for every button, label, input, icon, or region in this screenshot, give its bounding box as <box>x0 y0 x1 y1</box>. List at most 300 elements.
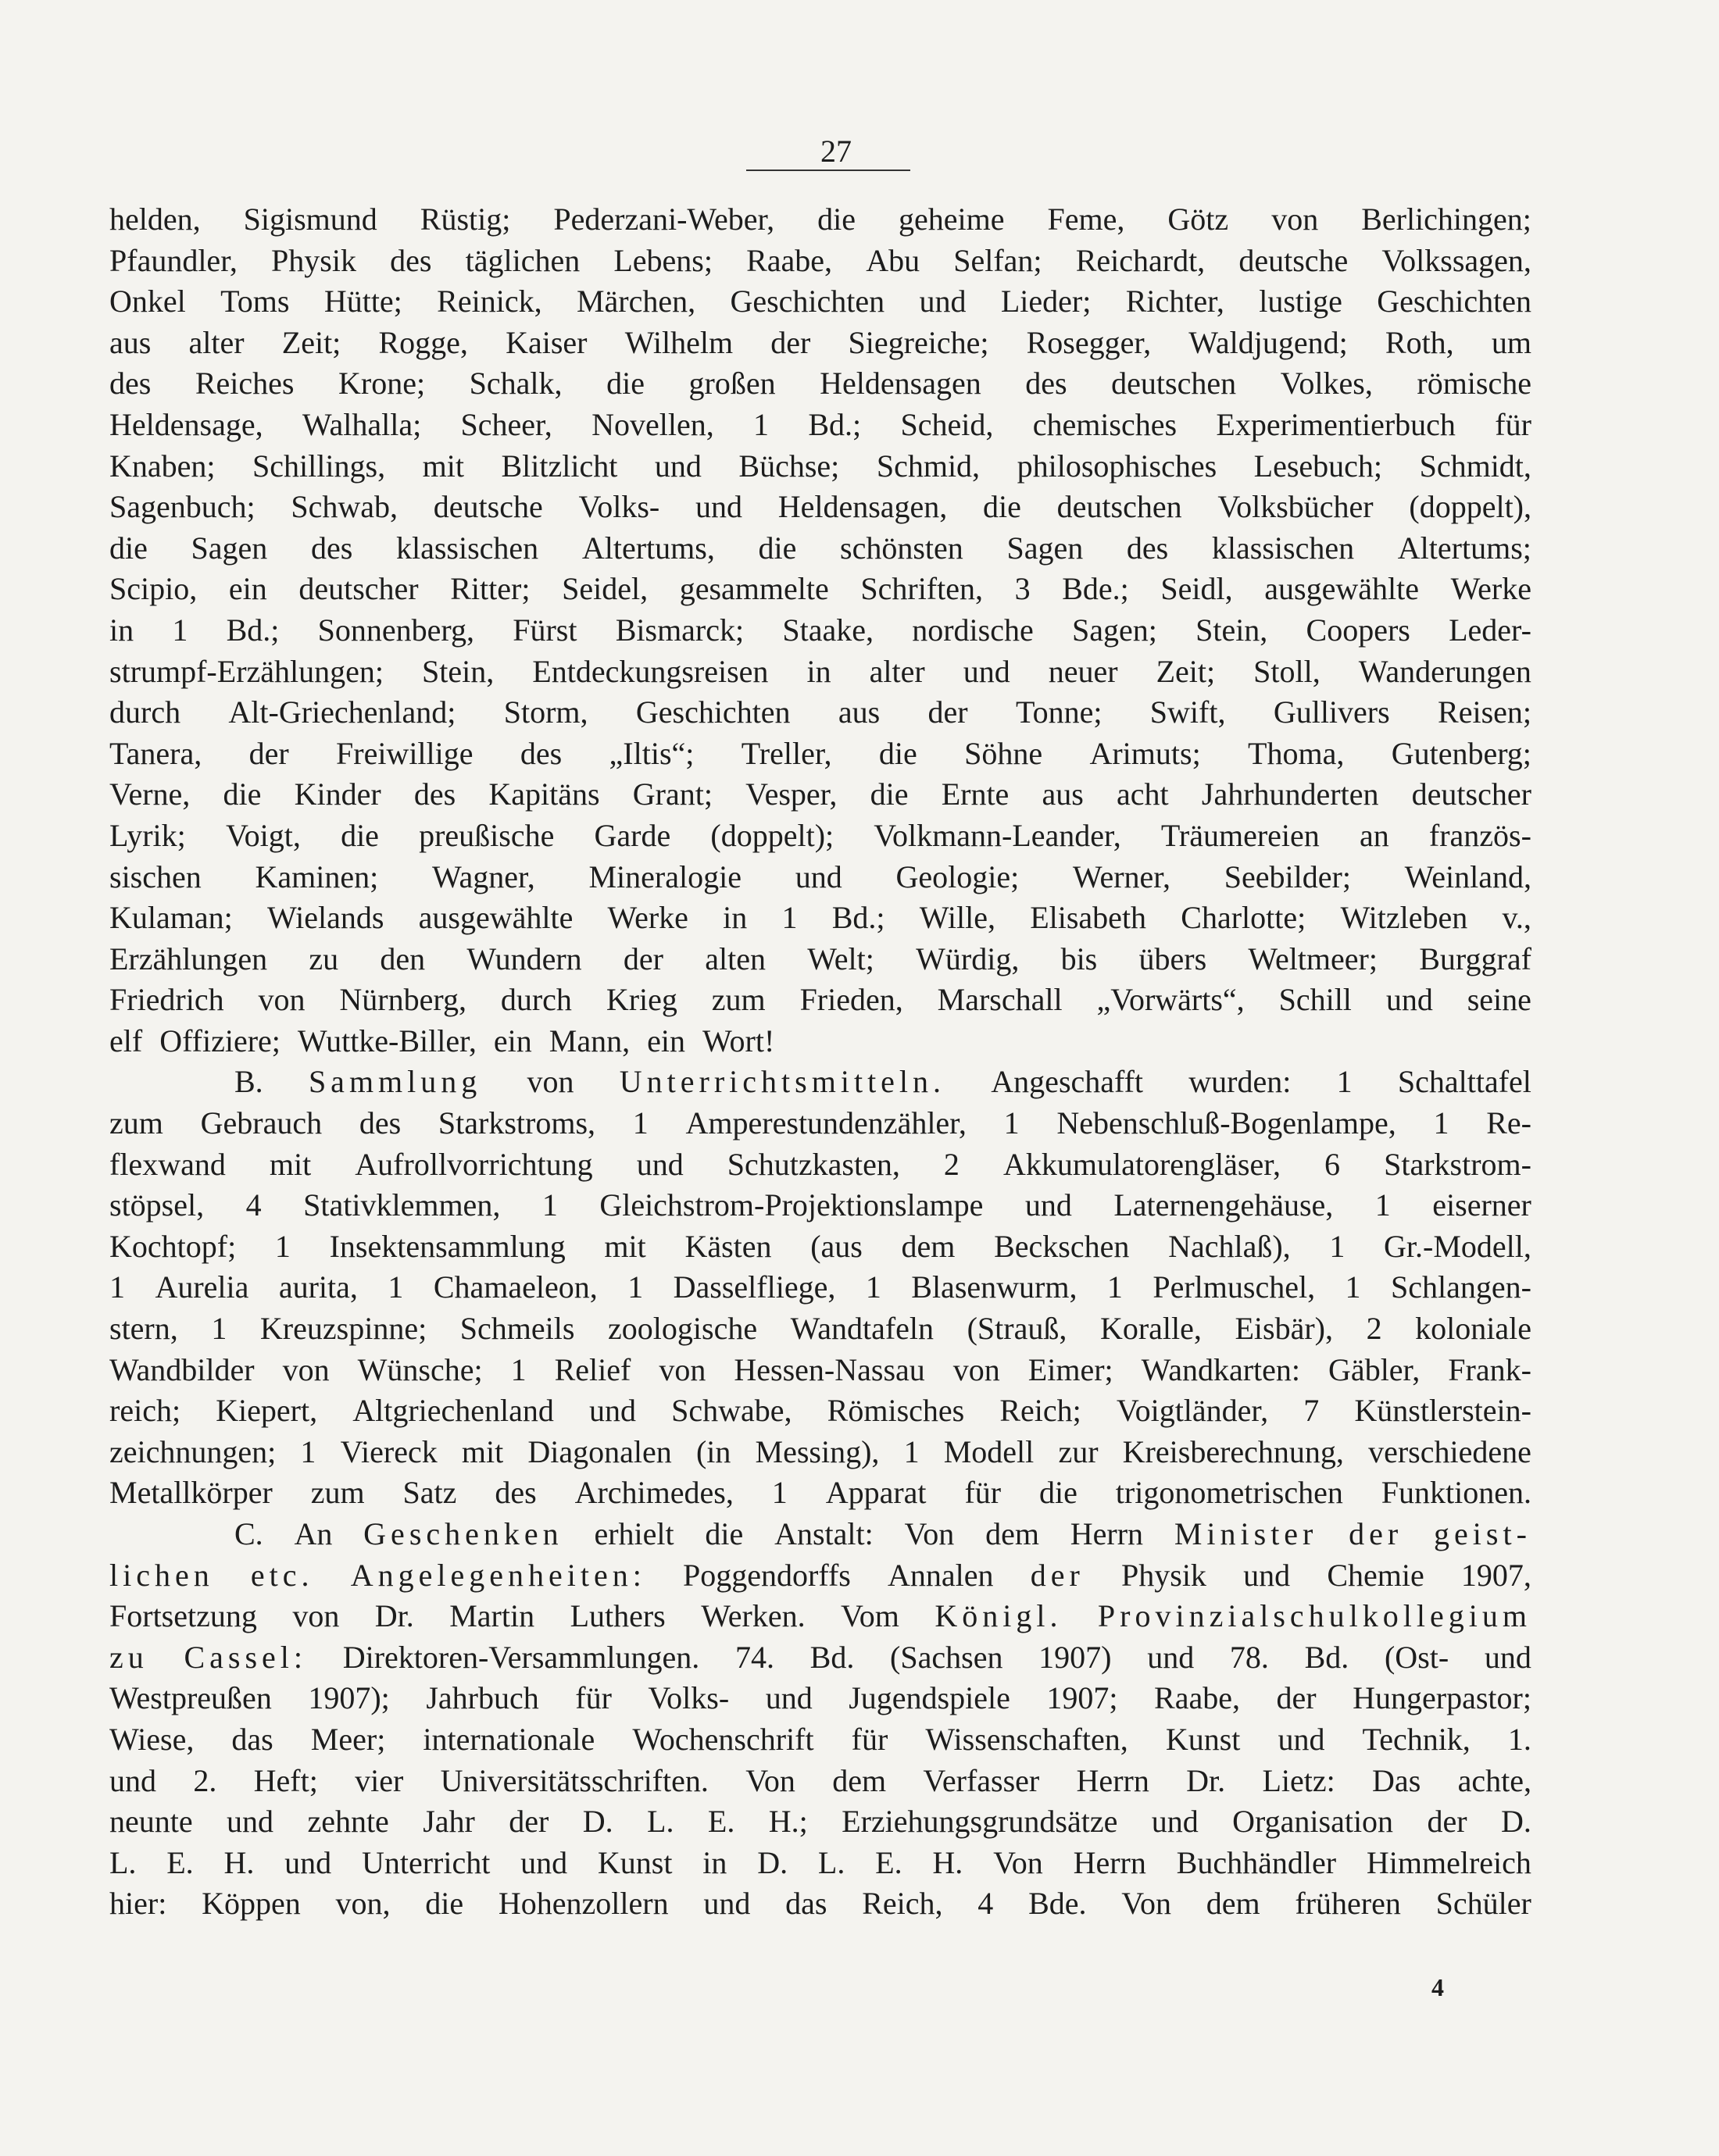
text-line <box>109 1883 1531 1925</box>
word: deutschen <box>1056 489 1182 525</box>
word: Sigismund <box>243 202 377 237</box>
word: Reinick, <box>437 284 542 319</box>
word: Toms <box>220 284 290 319</box>
word: mit <box>422 448 464 484</box>
word: Angelegenheiten: <box>350 1557 646 1593</box>
word: mit <box>461 1433 504 1469</box>
word: Roth, <box>1385 324 1454 360</box>
text-line <box>109 405 1531 446</box>
word: Götz <box>1167 202 1229 237</box>
word: die <box>223 776 262 812</box>
word: mit <box>604 1228 646 1264</box>
word: Re- <box>1486 1105 1531 1141</box>
word: Jahrhunderten <box>1201 776 1379 812</box>
word: Gäbler, <box>1328 1351 1421 1387</box>
word: Onkel <box>109 284 186 319</box>
word: Scheer, <box>460 406 552 442</box>
word: durch <box>500 982 572 1018</box>
text-line <box>109 1144 1531 1186</box>
word: „Vorwärts“, <box>1096 982 1245 1018</box>
word: D. <box>582 1804 613 1840</box>
word: zeichnungen; <box>109 1433 277 1469</box>
text-line <box>109 1719 1531 1761</box>
word: das <box>785 1886 827 1922</box>
word: (doppelt), <box>1409 489 1531 525</box>
word: Schwabe, <box>671 1393 792 1429</box>
text-line <box>109 1021 1531 1062</box>
word: Abu <box>866 242 920 278</box>
word: Wandkarten: <box>1141 1351 1301 1387</box>
word: ausgewählte <box>418 900 574 936</box>
page-number: 27 <box>820 134 852 169</box>
word: mit <box>269 1146 312 1182</box>
word: Starkstroms, <box>438 1105 596 1141</box>
word: Pederzani-Weber, <box>553 202 775 237</box>
word: zum <box>109 1105 163 1141</box>
word: und <box>1024 1187 1072 1223</box>
word: Erziehungsgrundsätze <box>842 1804 1118 1840</box>
word: Swift, <box>1149 694 1226 730</box>
word: Von <box>745 1762 795 1798</box>
word: Lietz: <box>1262 1762 1335 1798</box>
word: Technik, <box>1362 1721 1471 1757</box>
word: Frank- <box>1448 1351 1531 1387</box>
word: Berlichingen; <box>1361 202 1531 237</box>
body-text <box>109 199 1531 1925</box>
word: Von <box>1121 1886 1171 1922</box>
word: Wille, <box>919 900 995 936</box>
word: Geschichten <box>635 694 791 730</box>
word: Schmidt, <box>1419 448 1531 484</box>
word: für <box>1495 406 1531 442</box>
text-line <box>109 774 1531 816</box>
word: Satz <box>402 1475 457 1511</box>
word: Thoma, <box>1248 735 1345 771</box>
word: Bismarck; <box>615 612 745 648</box>
word: 1 <box>627 1269 644 1305</box>
word: Bd. <box>1304 1639 1349 1675</box>
word: Wundern <box>466 941 582 976</box>
word: dem <box>1206 1886 1260 1922</box>
word: und <box>109 1762 156 1798</box>
word: Eimer; <box>1027 1351 1113 1387</box>
word: 1 <box>300 1433 316 1469</box>
word: deutschen <box>1111 366 1237 402</box>
word: Mineralogie <box>588 858 742 894</box>
header-rule <box>746 170 910 171</box>
word: von, <box>335 1886 391 1922</box>
word: Organisation <box>1232 1804 1394 1840</box>
word: Wissenschaften, <box>925 1721 1128 1757</box>
word: Gutenberg; <box>1391 735 1531 771</box>
word: Garde <box>594 817 671 853</box>
word: Bde.; <box>1062 571 1129 607</box>
word: Chamaeleon, <box>433 1269 598 1305</box>
word: Voigt, <box>225 817 301 853</box>
word: Dr. <box>374 1598 414 1634</box>
text-line <box>109 898 1531 939</box>
word: Walhalla; <box>302 406 422 442</box>
word: und <box>636 1146 684 1182</box>
word: Bd.; <box>831 900 885 936</box>
word: Nürnberg, <box>339 982 466 1018</box>
text-line <box>109 1514 1531 1555</box>
word: Frieden, <box>799 982 903 1018</box>
word: 1 <box>1106 1269 1123 1305</box>
word: Kaminen; <box>255 858 379 894</box>
word: und <box>654 448 702 484</box>
word: Himmelreich <box>1366 1844 1531 1880</box>
text-line <box>109 857 1531 898</box>
word: Lebens; <box>613 242 713 278</box>
word: Lyrik; <box>109 817 186 853</box>
word: reich; <box>109 1393 181 1429</box>
word: Reiches <box>195 366 295 402</box>
word: von <box>292 1598 340 1634</box>
word: Hungerpastor; <box>1353 1680 1531 1716</box>
word: von <box>282 1351 330 1387</box>
word: 1 <box>1003 1105 1020 1141</box>
word: täglichen <box>465 242 581 278</box>
word: Bd.; <box>808 406 862 442</box>
word: schönsten <box>840 530 963 566</box>
word: Sagen <box>191 530 268 566</box>
word: zu <box>109 1639 148 1675</box>
word: Koralle, <box>1099 1311 1202 1347</box>
word: (Ost- <box>1384 1639 1449 1675</box>
word: für <box>851 1721 888 1757</box>
word: Zeit; <box>281 324 341 360</box>
word: Schutzkasten, <box>727 1146 900 1182</box>
word: hier: <box>109 1886 167 1922</box>
word: Relief <box>554 1351 631 1387</box>
word: die <box>341 817 379 853</box>
word: Wiese, <box>109 1721 195 1757</box>
text-line <box>109 1062 1531 1103</box>
word: 1 <box>510 1351 527 1387</box>
word: eiserner <box>1432 1187 1531 1223</box>
word: Wilhelm <box>624 324 734 360</box>
word: (Strauß, <box>967 1311 1067 1347</box>
word: Wagner, <box>431 858 535 894</box>
word: aus <box>109 324 152 360</box>
word: Staake, <box>782 612 874 648</box>
word: zu <box>309 941 339 976</box>
word: An <box>294 1516 333 1551</box>
word: durch <box>109 694 181 730</box>
word: 1 <box>632 1105 649 1141</box>
word: Schmid, <box>876 448 981 484</box>
word: Waldjugend; <box>1188 324 1348 360</box>
word: der <box>770 324 811 360</box>
word: Nachlaß), <box>1168 1228 1291 1264</box>
word: die <box>870 776 909 812</box>
word: früheren <box>1295 1886 1401 1922</box>
word: Rogge, <box>378 324 468 360</box>
word: und <box>795 858 842 894</box>
word: Grant; <box>632 776 713 812</box>
word: Raabe, <box>746 242 833 278</box>
word: und <box>1484 1639 1531 1675</box>
word: Jahr <box>423 1804 475 1840</box>
word: (aus <box>810 1228 863 1264</box>
word: Gullivers <box>1273 694 1390 730</box>
text-line <box>109 446 1531 487</box>
word: geheime <box>899 202 1005 237</box>
word: 1907, <box>1460 1557 1531 1593</box>
word: stöpsel, <box>109 1187 205 1223</box>
word: Jahrbuch <box>426 1680 539 1716</box>
word: der <box>1276 1680 1317 1716</box>
word: und <box>1151 1804 1199 1840</box>
word: Sagenbuch; <box>109 489 256 525</box>
word: die <box>758 530 797 566</box>
word: großen <box>688 366 776 402</box>
signature-mark: 4 <box>1431 1973 1444 2001</box>
word: trigonometrischen <box>1115 1475 1343 1511</box>
word: Elisabeth <box>1030 900 1147 936</box>
word: deutsche <box>1238 242 1349 278</box>
word: Herrn <box>1076 1762 1149 1798</box>
word: deutsche <box>433 489 543 525</box>
word: Krone; <box>338 366 426 402</box>
word: ein <box>493 1023 532 1058</box>
word: Seidel, <box>562 571 649 607</box>
word: Werner, <box>1072 858 1171 894</box>
word: Volksbücher <box>1217 489 1374 525</box>
word: Alt-Griechenland; <box>228 694 456 730</box>
text-line <box>109 281 1531 323</box>
word: in <box>109 612 134 648</box>
word: Weinland, <box>1404 858 1531 894</box>
word: C. <box>234 1516 263 1551</box>
word: E. <box>875 1844 902 1880</box>
word: die <box>109 530 148 566</box>
word: Gr.-Modell, <box>1384 1228 1531 1264</box>
word: 1 <box>211 1311 227 1347</box>
word: Von <box>904 1516 955 1551</box>
word: des <box>310 530 353 566</box>
word: Schmeils <box>459 1311 575 1347</box>
word: strumpf-Erzählungen; <box>109 653 384 689</box>
word: Physik <box>271 242 356 278</box>
word: Schalk, <box>469 366 563 402</box>
word: neunte <box>109 1804 193 1840</box>
word: und <box>963 653 1010 689</box>
word: 1 <box>771 1475 788 1511</box>
word: stern, <box>109 1311 178 1347</box>
text-line <box>109 528 1531 569</box>
word: zum <box>310 1475 365 1511</box>
word: Welt; <box>807 941 874 976</box>
text-line <box>109 1390 1531 1432</box>
word: 3 <box>1014 571 1031 607</box>
word: Herrn <box>1070 1516 1144 1551</box>
text-line <box>109 323 1531 364</box>
word: Unterricht <box>361 1844 491 1880</box>
word: Physik <box>1121 1557 1206 1593</box>
word: Apparat <box>825 1475 927 1511</box>
word: die <box>983 489 1021 525</box>
word: und <box>695 489 742 525</box>
word: Geschenken <box>363 1516 563 1551</box>
text-line <box>109 1350 1531 1391</box>
text-line <box>109 980 1531 1021</box>
text-line <box>109 1637 1531 1679</box>
text-line <box>109 651 1531 693</box>
word: Verne, <box>109 776 191 812</box>
text-line <box>109 569 1531 610</box>
word: die <box>878 735 917 771</box>
word: Schalttafel <box>1397 1064 1531 1100</box>
word: Römisches <box>827 1393 965 1429</box>
word: 1 <box>753 406 770 442</box>
word: Amperestundenzähler, <box>685 1105 967 1141</box>
text-line <box>109 1432 1531 1473</box>
word: 1 <box>172 612 188 648</box>
text-line <box>109 487 1531 528</box>
word: koloniale <box>1415 1311 1531 1347</box>
word: Reisen; <box>1438 694 1531 730</box>
word: Von <box>993 1844 1043 1880</box>
word: Märchen, <box>576 284 696 319</box>
word: Hohenzollern <box>498 1886 669 1922</box>
word: nordische <box>912 612 1034 648</box>
word: H. <box>223 1844 255 1880</box>
word: Storm, <box>503 694 588 730</box>
word: Perlmuschel, <box>1153 1269 1316 1305</box>
word: Martin <box>449 1598 535 1634</box>
word: (Sachsen <box>890 1639 1003 1675</box>
word: zehnte <box>307 1804 389 1840</box>
word: Reichardt, <box>1075 242 1206 278</box>
word: chemisches <box>1032 406 1178 442</box>
word: preußische <box>419 817 555 853</box>
word: Wielands <box>266 900 384 936</box>
word: Witzleben <box>1340 900 1468 936</box>
word: Hessen-Nassau <box>734 1351 925 1387</box>
word: von <box>952 1351 1000 1387</box>
word: Chemie <box>1327 1557 1424 1593</box>
word: internationale <box>423 1721 595 1757</box>
word: klassischen <box>395 530 539 566</box>
word: Kiepert, <box>216 1393 318 1429</box>
word: von <box>1271 202 1319 237</box>
word: Westpreußen <box>109 1680 272 1716</box>
word: Bde. <box>1028 1886 1087 1922</box>
text-line <box>109 1185 1531 1226</box>
word: Volks- <box>578 489 660 525</box>
word: klassischen <box>1211 530 1355 566</box>
word: Scipio, <box>109 571 198 607</box>
word: für <box>575 1680 612 1716</box>
word: des <box>413 776 456 812</box>
word: Novellen, <box>591 406 714 442</box>
word: Wandtafeln <box>790 1311 935 1347</box>
text-line <box>109 1843 1531 1884</box>
word: alter <box>869 653 925 689</box>
word: ein <box>647 1023 685 1058</box>
word: Wort! <box>702 1023 775 1058</box>
word: Modell <box>943 1433 1035 1469</box>
word: Freiwillige <box>336 735 474 771</box>
word: wurden: <box>1188 1064 1292 1100</box>
word: Wandbilder <box>109 1351 255 1387</box>
word: des <box>390 242 432 278</box>
word: Meer; <box>310 1721 386 1757</box>
word: flexwand <box>109 1146 226 1182</box>
word: Volkssagen, <box>1381 242 1531 278</box>
word: Sagen; <box>1071 612 1157 648</box>
word: Heft; <box>253 1762 318 1798</box>
word: Schillings, <box>252 448 386 484</box>
word: Diagonalen <box>527 1433 672 1469</box>
word: die <box>606 366 645 402</box>
text-line <box>109 1596 1531 1637</box>
word: Eisbär), <box>1235 1311 1333 1347</box>
word: und <box>919 284 967 319</box>
word: 2 <box>943 1146 960 1182</box>
word: Würdig, <box>916 941 1020 976</box>
word: Altgriechenland <box>352 1393 554 1429</box>
word: in <box>723 900 748 936</box>
word: Lesebuch; <box>1253 448 1383 484</box>
word: D. <box>1500 1804 1531 1840</box>
word: dem <box>832 1762 887 1798</box>
text-line <box>109 241 1531 282</box>
word: Stein, <box>1195 612 1268 648</box>
word: Arimuts; <box>1089 735 1201 771</box>
word: Weltmeer; <box>1248 941 1378 976</box>
word: alten <box>705 941 766 976</box>
word: Treller, <box>741 735 832 771</box>
word: der <box>623 941 663 976</box>
word: der <box>248 735 289 771</box>
word: alter <box>188 324 245 360</box>
word: Volkes, <box>1280 366 1373 402</box>
word: Wünsche; <box>357 1351 483 1387</box>
word: Schill <box>1278 982 1352 1018</box>
word: 2 <box>1366 1311 1382 1347</box>
word: Experimentierbuch <box>1216 406 1456 442</box>
word: Stein, <box>422 653 495 689</box>
word: 74. <box>734 1639 774 1675</box>
word: Schwab, <box>291 489 398 525</box>
word: Coopers <box>1306 612 1410 648</box>
word: Raabe, <box>1154 1680 1240 1716</box>
word: Leder- <box>1449 612 1531 648</box>
text-line <box>109 1555 1531 1597</box>
word: Gebrauch <box>200 1105 323 1141</box>
word: Akkumulatorengläser, <box>1002 1146 1281 1182</box>
word: (doppelt); <box>710 817 834 853</box>
word: von <box>527 1064 574 1100</box>
word: D. <box>757 1844 788 1880</box>
word: Reich, <box>862 1886 943 1922</box>
word: Söhne <box>964 735 1043 771</box>
word: aurita, <box>278 1269 358 1305</box>
word: Viereck <box>340 1433 438 1469</box>
word: 1 <box>274 1228 291 1264</box>
word: Metallkörper <box>109 1475 273 1511</box>
word: Wanderungen <box>1358 653 1531 689</box>
word: den <box>380 941 426 976</box>
word: 1 <box>1336 1064 1353 1100</box>
word: Provinzialschulkollegium <box>1097 1598 1531 1634</box>
word: Kinder <box>294 776 381 812</box>
word: 1907; <box>1046 1680 1118 1716</box>
word: verschiedene <box>1368 1433 1531 1469</box>
